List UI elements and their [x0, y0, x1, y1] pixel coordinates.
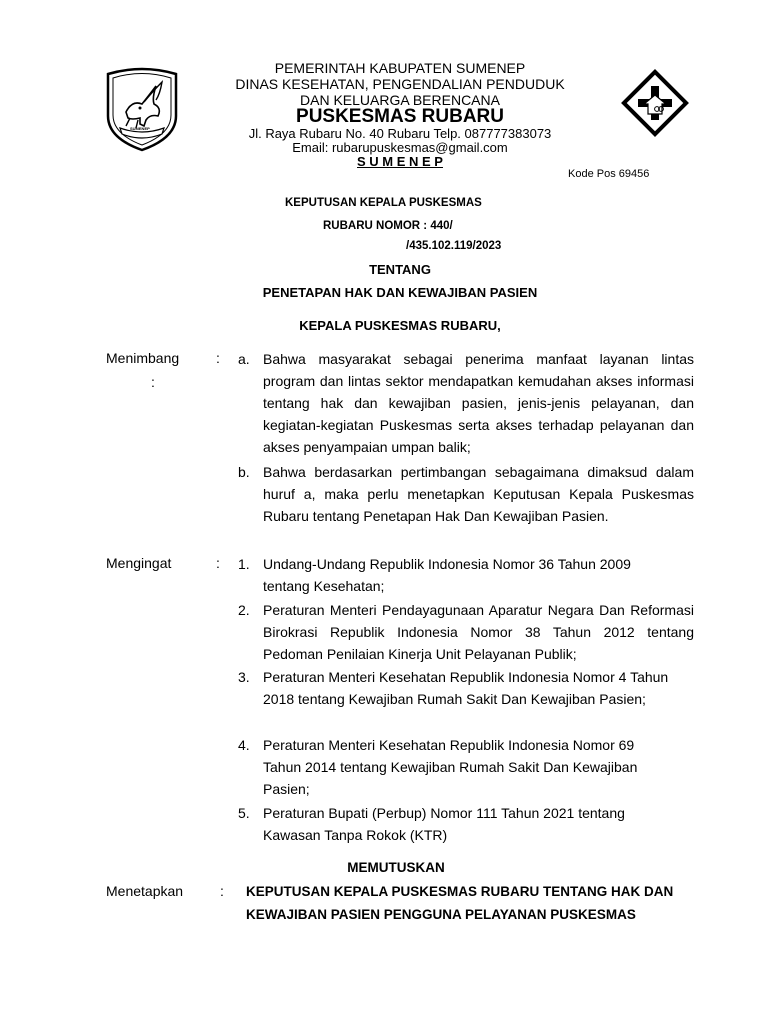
- email: Email: rubarupuskesmas@gmail.com: [292, 140, 508, 155]
- sumenep-regency-logo: [104, 64, 180, 152]
- mengingat-item-5: 5. Peraturan Bupati (Perbup) Nomor 111 Tahun 2021 tentang Kawasan Tanpa Rokok (KTR): [238, 805, 625, 843]
- mengingat-item-2: 2. Peraturan Menteri Pendayagunaan Aparatur Negara Dan Reformasi Birokrasi Republik Indonesia Nomor 38 Tahun 2012 tentang Pedoman Penilaian Kinerja Unit Pelayanan Publik;: [238, 602, 694, 662]
- menimbang-item-a: a. Bahwa masyarakat sebagai penerima manfaat layanan lintas program dan lintas sektor mendapatkan kemudahan akses informasi tentang hak dan kewajiban pasien, jenis-jenis pelayanan, dan kegiatan-kegiatan Puskesmas serta akses terhadap pelayanan dan akses penyampaian umpan balik;: [238, 351, 694, 455]
- decree-subject: PENETAPAN HAK DAN KEWAJIBAN PASIEN: [262, 285, 538, 300]
- address: Jl. Raya Rubaru No. 40 Rubaru Telp. 087777383073: [248, 126, 552, 141]
- puskesmas-logo: [620, 68, 690, 138]
- mengingat-item-3: 3. Peraturan Menteri Kesehatan Republik Indonesia Nomor 4 Tahun 2018 tentang Kewajiban Rumah Sakit Dan Kewajiban Pasien;: [238, 669, 669, 707]
- decree-title: KEPUTUSAN KEPALA PUSKESMAS: [285, 197, 482, 209]
- menetapkan-label: Menetapkan: [106, 883, 184, 899]
- menimbang-colon-2: :: [151, 374, 155, 390]
- dept-line-2: DAN KELUARGA BERENCANA: [300, 92, 500, 108]
- menetapkan-text: KEPUTUSAN KEPALA PUSKESMAS RUBARU TENTANG HAK DAN KEWAJIBAN PASIEN PENGGUNA PELAYANAN PUSKESMAS: [246, 884, 674, 922]
- kepala-heading: KEPALA PUSKESMAS RUBARU,: [299, 318, 501, 333]
- tentang-heading: TENTANG: [369, 262, 431, 277]
- postal-code: Kode Pos 69456: [568, 168, 650, 180]
- govt-line: PEMERINTAH KABUPATEN SUMENEP: [274, 60, 526, 76]
- menimbang-item-b: b. Bahwa berdasarkan pertimbangan sebagaimana dimaksud dalam huruf a, maka perlu menetapkan Keputusan Kepala Puskesmas Rubaru tentang Penetapan Hak Dan Kewajiban Pasien.: [238, 464, 694, 524]
- memutuskan-heading: MEMUTUSKAN: [347, 860, 445, 875]
- dept-line: DINAS KESEHATAN, PENGENDALIAN PENDUDUK: [235, 76, 565, 92]
- org-name: PUSKESMAS RUBARU: [296, 106, 504, 127]
- mengingat-colon: :: [216, 555, 220, 571]
- mengingat-item-4: 4. Peraturan Menteri Kesehatan Republik Indonesia Nomor 69 Tahun 2014 tentang Kewajiban Rumah Sakit Dan Kewajiban Pasien;: [238, 737, 638, 797]
- city-name: S U M E N E P: [357, 154, 443, 169]
- menimbang-label: Menimbang: [106, 350, 180, 366]
- decree-number: RUBARU NOMOR : 440/: [323, 220, 453, 232]
- menimbang-colon: :: [216, 350, 220, 366]
- mengingat-item-1: 1. Undang-Undang Republik Indonesia Nomor 36 Tahun 2009 tentang Kesehatan;: [238, 556, 631, 594]
- decree-number-suffix: /435.102.119/2023: [406, 240, 502, 252]
- logo-caption: SUMENEP: [130, 126, 150, 131]
- menetapkan-colon: :: [220, 883, 224, 899]
- mengingat-label: Mengingat: [106, 555, 172, 571]
